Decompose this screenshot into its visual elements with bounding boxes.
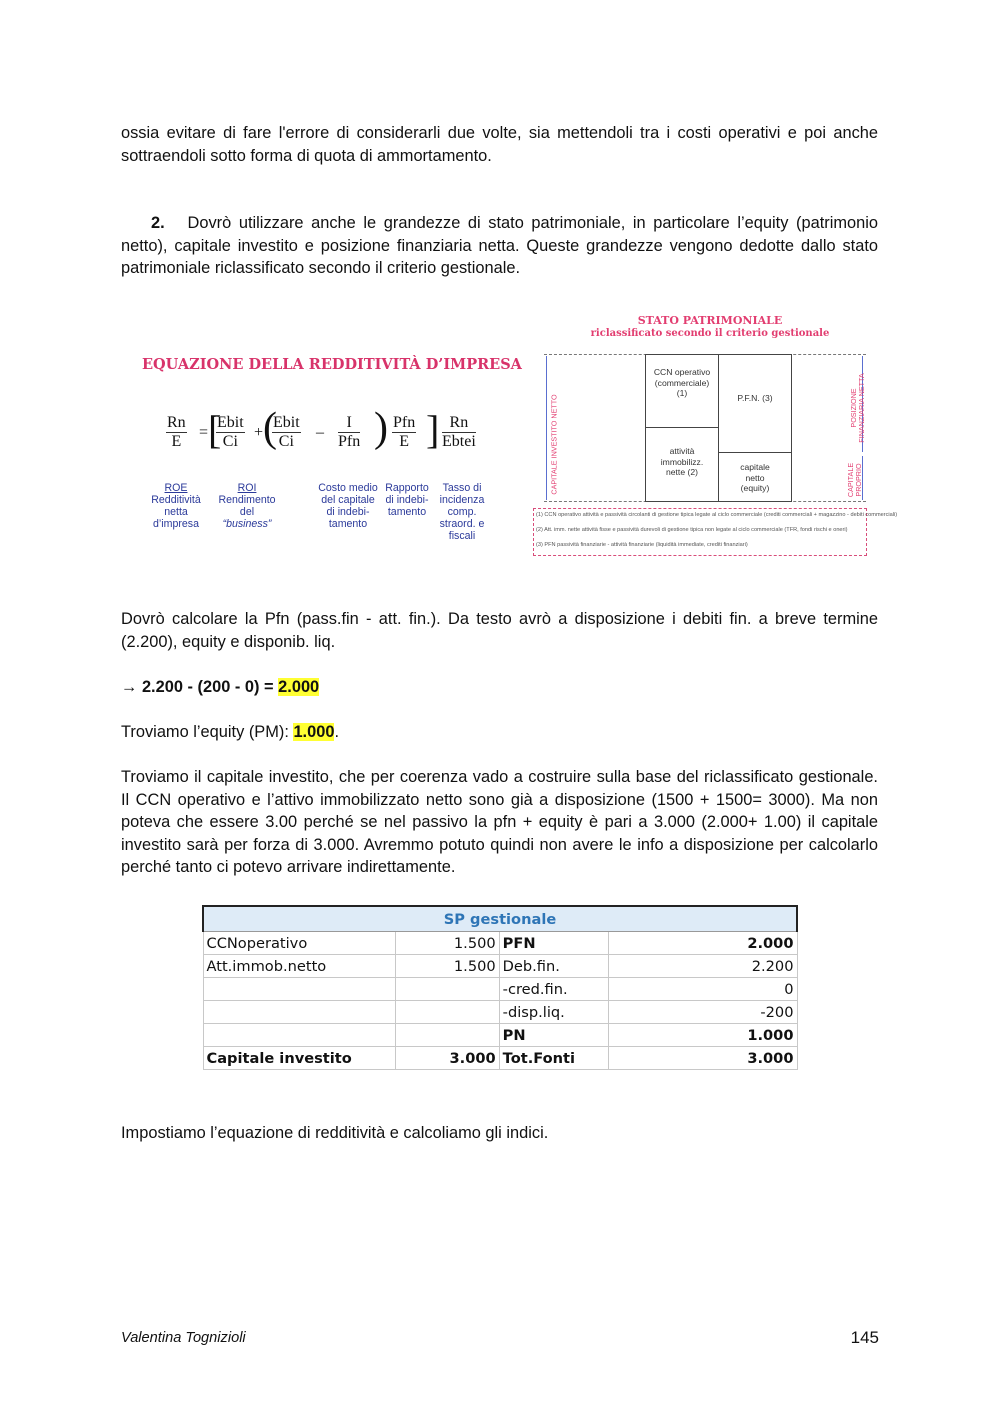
table-cell [203,978,396,1001]
fraction-pfn-e: Pfn E [393,414,416,450]
calculation-result: 2.000 [278,678,320,696]
table-cell: -200 [609,1001,797,1024]
table-cell: 0 [609,978,797,1001]
table-row [203,978,797,1001]
equity-label: Troviamo l’equity (PM): [121,723,294,741]
table-cell [396,978,500,1001]
table-cell [396,1001,500,1024]
cell-attivita-immobilizzate: attività immobilizz. nette (2) [645,427,719,502]
table-cell: 3.000 [396,1047,500,1070]
equity-line [121,721,878,744]
table-cell: CCNoperativo [203,932,396,955]
label-costo-medio: Costo medio del capitale di indebi- tamento [318,482,378,530]
table-cell: Deb.fin. [499,955,609,978]
table-cell: 2.200 [609,955,797,978]
table-cell [203,1024,396,1047]
table-row [203,1001,797,1024]
cell-pfn: P.F.N. (3) [718,354,792,453]
item-2-text: Dovrò utilizzare anche le grandezze di stato patrimoniale, in particolare l’equity (patrimonio netto), capitale investito e posizione finanziaria netta. Queste grandezze vengono dedotte dallo stato patrimoniale riclassificato secondo il criterio gestionale. [121,214,878,278]
equity-suffix: . [334,723,340,741]
fraction-rn-ebtei: Rn Ebtei [442,414,476,450]
table-cell: -disp.liq. [499,1001,609,1024]
calculation-line [121,676,878,699]
table-row [203,955,797,978]
note-1: (1) CCN operativo attività e passività circolanti di gestione tipica legate al ciclo commerciale (crediti commerciali + magazzino - debiti commerciali) [536,512,898,518]
paren-open: ( [263,405,277,451]
equation-title: EQUAZIONE DELLA REDDITIVITÀ D’IMPRESA [142,356,522,373]
arrow-left [546,356,547,500]
equity-value: 1.000 [293,723,335,741]
label-capitale-investito-netto: CAPITALE INVESTITO NETTO [549,394,559,495]
paragraph-pfn: Dovrò calcolare la Pfn (pass.fin - att. fin.). Da testo avrò a disposizione i debiti fin. a breve termine (2.200), equity e disponib. liq. [121,610,878,651]
minus-sign: – [316,424,324,441]
bracket-open: [ [208,407,222,452]
label-roi: ROI Rendimento del “business” [218,482,276,530]
paragraph-ammortamento: ossia evitare di fare l'errore di considerarli due volte, sia mettendoli tra i costi operativi e poi anche sottraendoli sotto forma di quota di ammortamento. [121,124,878,165]
fraction-i-pfn: I Pfn [338,414,361,450]
page-number: 145 [850,1328,879,1347]
bracket-close: ] [426,407,440,452]
table-cell: 1.500 [396,955,500,978]
table-cell: PFN [499,932,609,955]
sp-title: STATO PATRIMONIALE [637,314,783,327]
label-rapporto-indebitamento: Rapporto di indebi- tamento [385,482,429,518]
sp-gestionale-table [202,905,798,1070]
sp-subtitle: riclassificato secondo il criterio gestionale [590,328,830,339]
label-capitale-proprio: CAPITALE PROPRIO [846,462,863,498]
item-number: 2. [151,214,165,232]
fraction-roe: $\frac{Rn}{E}$ [167,414,186,450]
calculation-expression: → 2.200 - (200 - 0) = [121,678,279,696]
note-3: (3) PFN passività finanziarie - attività finanziarie (liquidità immediate, crediti finanziari) [536,542,748,548]
table-cell: 1.500 [396,932,500,955]
label-posizione-finanziaria: POSIZIONE FINANZIARIA NETTA [849,373,866,443]
table-row [203,1024,797,1047]
table-cell: Tot.Fonti [499,1047,609,1070]
table-cell: 3.000 [609,1047,797,1070]
table-header-row [203,906,797,932]
paragraph-final: Impostiamo l’equazione di redditività e calcoliamo gli indici. [121,1124,549,1142]
table-cell: 2.000 [609,932,797,955]
table-cell: 1.000 [609,1024,797,1047]
paren-close: ) [374,405,388,451]
table-cell: PN [499,1024,609,1047]
table-cell: Att.immob.netto [203,955,396,978]
table-cell: Capitale investito [203,1047,396,1070]
fraction-roi: Ebit Ci [217,414,244,450]
label-tasso-incidenza: Tasso di incidenza comp. straord. e fiscali [439,482,485,542]
cell-capitale-netto: capitale netto (equity) [718,452,792,502]
table-cell: -cred.fin. [499,978,609,1001]
table-cell [203,1001,396,1024]
table-title: SP gestionale [203,906,797,932]
footer-author: Valentina Tognizioli [121,1330,246,1346]
table-row [203,1047,797,1070]
note-2: (2) Att. imm. nette attività fisse e passività durevoli di gestione tipica non legate al ciclo commerciale (TFR, fondi rischi e oneri) [536,527,848,533]
label-roe: ROE Redditività netta d’impresa [151,482,201,530]
paragraph-item-2 [121,212,878,280]
paragraph-capitale-investito: Troviamo il capitale investito, che per coerenza vado a costruire sulla base del riclassificato gestionale. Il CCN operativo e l’attivo immobilizzato netto sono già a disposizione (1500 + 1500= 3000). Ma non poteva che essere 3.00 perché se nel passivo la pfn + equity è pari a 3.000 (2.000+ 1.00) il capitale investito sarà per forza di 3.000. Avremmo potuto quindi non avere le info a disposizione per calcolarlo perché tanto ci potevo arrivare indirettamente. [121,768,878,877]
table-row [203,932,797,955]
equals-sign: = [199,424,209,441]
plus-sign: + [254,424,264,441]
fraction-ebit-ci: Ebit Ci [273,414,300,450]
table-cell [396,1024,500,1047]
cell-ccn-operativo: CCN operativo (commerciale) (1) [645,354,719,428]
